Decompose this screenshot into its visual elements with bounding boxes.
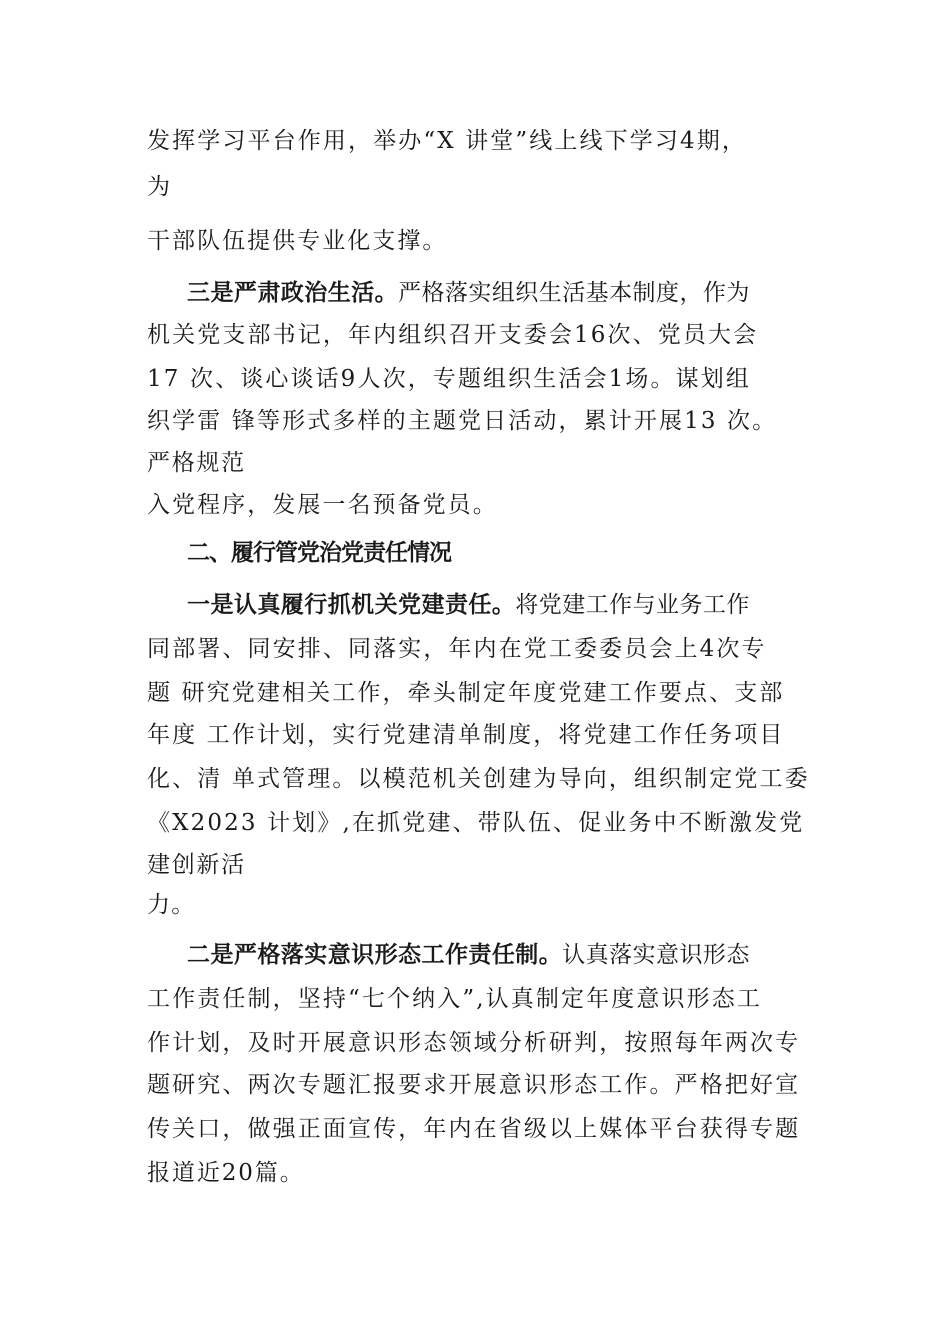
text-line-14: 年度 工作计划，实行党建清单制度，将党建工作任务项目 [147,722,785,748]
text-line-1: 发挥学习平台作用，举办“X 讲堂”线上线下学习4期， [147,128,748,154]
text-line-17: 建创新活 [147,852,246,878]
text-line-12: 同部署、同安排、同落实，年内在党工委委员会上4次专 [147,636,767,662]
text-line-15: 化、清 单式管理。以模范机关创建为导向，组织制定党工委 [147,766,810,792]
text-line-7: 织学雷 锋等形式多样的主题党日活动，累计开展13 次。 [147,408,778,434]
text-line-11: 一是认真履行抓机关党建责任。将党建工作与业务工作 [187,591,750,618]
text-line-21: 作计划，及时开展意识形态领域分析研判，按照每年两次专 [147,1030,801,1056]
text-line-5: 机关党支部书记，年内组织召开支委会16次、党员大会 [147,322,759,348]
text-line-16: 《X2023 计划》,在抓党建、带队伍、促业务中不断激发党 [147,810,805,836]
paragraph-heading: 二是严格落实意识形态工作责任制。 [187,941,563,968]
text-line-3: 干部队伍提供专业化支撑。 [147,228,448,254]
text-line-18: 力。 [147,892,196,918]
text-line-8: 严格规范 [147,450,246,476]
text-line-2: 为 [147,174,171,200]
section-heading: 二、履行管党治党责任情况 [187,539,451,566]
text-line-24: 报道近20篇。 [147,1160,305,1186]
text-line-13: 题 研究党建相关工作，牵头制定年度党建工作要点、支部 [147,680,785,706]
paragraph-heading: 三是严肃政治生活。 [187,279,399,306]
text-line-9: 入党程序，发展一名预备党员。 [147,492,498,518]
text-line-22: 题研究、两次专题汇报要求开展意识形态工作。严格把好宣 [147,1072,801,1098]
paragraph-heading: 一是认真履行抓机关党建责任。 [187,591,516,618]
text-line-20: 工作责任制，坚持“七个纳入”,认真制定年度意识形态工 [147,986,763,1012]
text-line-19: 二是严格落实意识形态工作责任制。认真落实意识形态 [187,941,750,968]
text-line-6: 17 次、谈心谈话9人次，专题组织生活会1场。谋划组 [147,366,752,392]
text-line-23: 传关口，做强正面宣传，年内在省级以上媒体平台获得专题 [147,1116,801,1142]
text-line-4: 三是严肃政治生活。严格落实组织生活基本制度，作为 [187,279,750,306]
